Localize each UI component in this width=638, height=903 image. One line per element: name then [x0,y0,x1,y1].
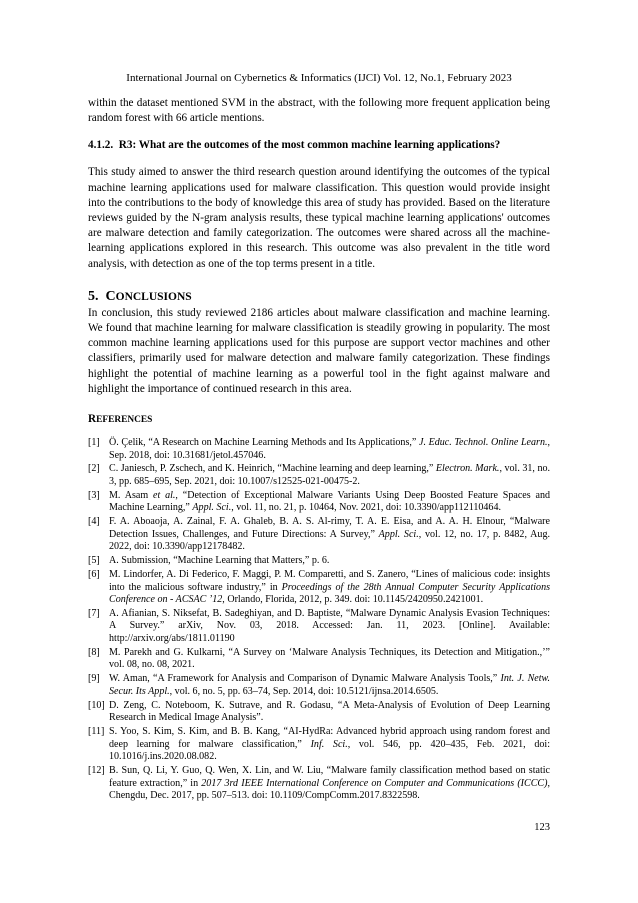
reference-text: M. Lindorfer, A. Di Federico, F. Maggi, P. M. Comparetti, and S. Zanero, “Lines of malicious code: insights into the malicious software industry,” in [109,568,550,593]
references-heading [88,412,550,427]
reference-number: [10] [88,699,105,711]
conclusions-heading [88,288,550,306]
reference-text: A. Afianian, S. Niksefat, B. Sadeghiyan, and D. Baptiste, “Malware Dynamic Analysis Evasion Techniques: A Survey.” arXiv, Nov. 03, 2018. Accessed: Jan. 11, 2023. [Online]. Available: http://arxiv.org/abs/1811.01190 [109,607,550,645]
reference-item [88,490,550,515]
section-number: 5. [88,288,99,304]
reference-item [88,569,550,607]
reference-venue: et al. [153,489,176,501]
reference-text: , vol. 11, no. 21, p. 10464, Nov. 2021, doi: 10.3390/app112110464. [231,502,501,514]
reference-text: , “Detection of Exceptional Malware Variants Using Deep Boosted Feature Spaces and Machine Learning,” [109,489,550,514]
reference-number: [2] [88,463,100,475]
conclusions-paragraph: In conclusion, this study reviewed 2186 articles about malware classification and machine learning. We found that machine learning for malware classification is steadily growing in popularity. The most common machine learning applications used for this purpose are support vector machines and other classifiers, primarily used for malware detection and malware family categorization. These findings highlight the potential of machine learning as a powerful tool in the fight against malware and highlight the importance of continued research in this area. [88,306,550,395]
reference-venue: Proceedings of the 28th Annual Computer Security Applications Conference on - ACSAC ’12 [109,581,550,606]
reference-number: [6] [88,568,100,580]
reference-item [88,555,550,568]
reference-text: , vol. 31, no. 3, pp. 685–695, Sep. 2021, doi: 10.1007/s12525-021-00475-2. [109,463,550,488]
reference-item [88,463,550,488]
reference-item [88,437,550,462]
reference-text: , Chengdu, Dec. 2017, pp. 507–513. doi: 10.1109/CompComm.2017.8322598. [109,777,550,802]
reference-venue: Int. J. Netw. Secur. Its Appl. [109,673,550,697]
reference-text: S. Yoo, S. Kim, S. Kim, and B. B. Kang, “AI-HydRa: Advanced hybrid approach using random forest and deep learning for malware classification,” [109,725,550,750]
reference-text: , Orlando, Florida, 2012, p. 349. doi: 10.1145/2420950.2421001. [222,594,484,606]
reference-text: , vol. 6, no. 5, pp. 63–74, Sep. 2014, doi: 10.5121/ijnsa.2014.6505. [169,685,439,697]
reference-number: [1] [88,437,100,449]
subsection-heading [88,138,550,153]
reference-item [88,647,550,672]
page-number: 123 [534,822,550,833]
reference-number: [5] [88,555,100,567]
reference-item [88,700,550,725]
reference-number: [4] [88,516,100,528]
section-title-rest: ONCLUSIONS [115,290,192,303]
reference-number: [3] [88,489,100,501]
reference-text: B. Sun, Q. Li, Y. Guo, Q. Wen, X. Lin, and W. Liu, “Malware family classification method based on static feature extraction,” in [109,764,550,789]
reference-text: , vol. 12, no. 17, p. 8482, Aug. 2022, doi: 10.3390/app12178482. [109,528,550,553]
subsection-paragraph: This study aimed to answer the third research question around identifying the outcomes of the typical machine learning applications used for malware classification. This question would provide insight into the contributions to the body of knowledge this area of study has provided. Based on the literature reviews guided by the N-gram analysis results, these typical machine learning applications' outcomes are malware detection and family categorization. The outcomes were shared across all the machine-learning applications explored in this research. This outcome was also prevalent in the title word analysis, with detection as one of the top terms present in a title. [88,166,550,270]
references-heading-rest: EFERENCES [96,415,153,426]
reference-number: [8] [88,646,100,658]
reference-item [88,608,550,646]
reference-venue: Electron. Mark. [435,463,500,475]
page-body [88,96,550,804]
reference-text: A. Submission, “Machine Learning that Matters,” p. 6. [109,555,330,567]
reference-text: , vol. 546, pp. 420–435, Feb. 2021, doi: 10.1016/j.ins.2020.08.082. [109,738,550,763]
reference-text: D. Zeng, C. Noteboom, K. Sutrave, and R. Godasu, “A Meta-Analysis of Evolution of Deep Learning Research in Medical Image Analysis”. [109,699,550,724]
reference-number: [11] [88,725,105,737]
reference-text: , Sep. 2018, doi: 10.31681/jetol.457046. [109,437,550,461]
reference-number: [7] [88,607,100,619]
reference-item [88,765,550,803]
reference-list [88,437,550,803]
reference-venue: Appl. Sci. [192,502,232,514]
reference-text: W. Aman, “A Framework for Analysis and Comparison of Dynamic Malware Analysis Tools,” [109,673,501,685]
reference-venue: Inf. Sci. [310,738,348,750]
reference-number: [12] [88,764,105,776]
reference-text: M. Parekh and G. Kulkarni, “A Survey on ‘Malware Analysis Techniques, its Detection and Mitigation.,’” vol. 08, no. 08, 2021. [109,646,550,671]
reference-item [88,726,550,764]
reference-text: F. A. Aboaoja, A. Zainal, F. A. Ghaleb, B. A. S. Al-rimy, T. A. E. Eisa, and A. A. H. Elnour, “Malware Detection Issues, Challenges, and Future Directions: A Survey,” [109,516,550,540]
reference-number: [9] [88,673,100,685]
reference-item [88,516,550,554]
intro-paragraph: within the dataset mentioned SVM in the abstract, with the following more frequent application being random forest with 66 article mentions. [88,97,550,125]
reference-venue: Appl. Sci. [378,528,419,540]
reference-venue: 2017 3rd IEEE International Conference on Computer and Communications (ICCC) [201,777,548,789]
section-title-initial: C [105,288,116,304]
reference-text: M. Asam [109,489,153,501]
reference-item [88,673,550,698]
running-head: International Journal on Cybernetics & Informatics (IJCI) Vol. 12, No.1, February 2023 [126,72,512,84]
references-heading-initial: R [88,413,97,426]
reference-text: C. Janiesch, P. Zschech, and K. Heinrich, “Machine learning and deep learning,” [109,463,436,475]
subsection-number: 4.1.2. [88,139,114,152]
reference-venue: J. Educ. Technol. Online Learn. [418,437,548,449]
reference-text: Ö. Çelik, “A Research on Machine Learning Methods and Its Applications,” [109,437,419,449]
subsection-title: R3: What are the outcomes of the most common machine learning applications? [118,139,501,152]
